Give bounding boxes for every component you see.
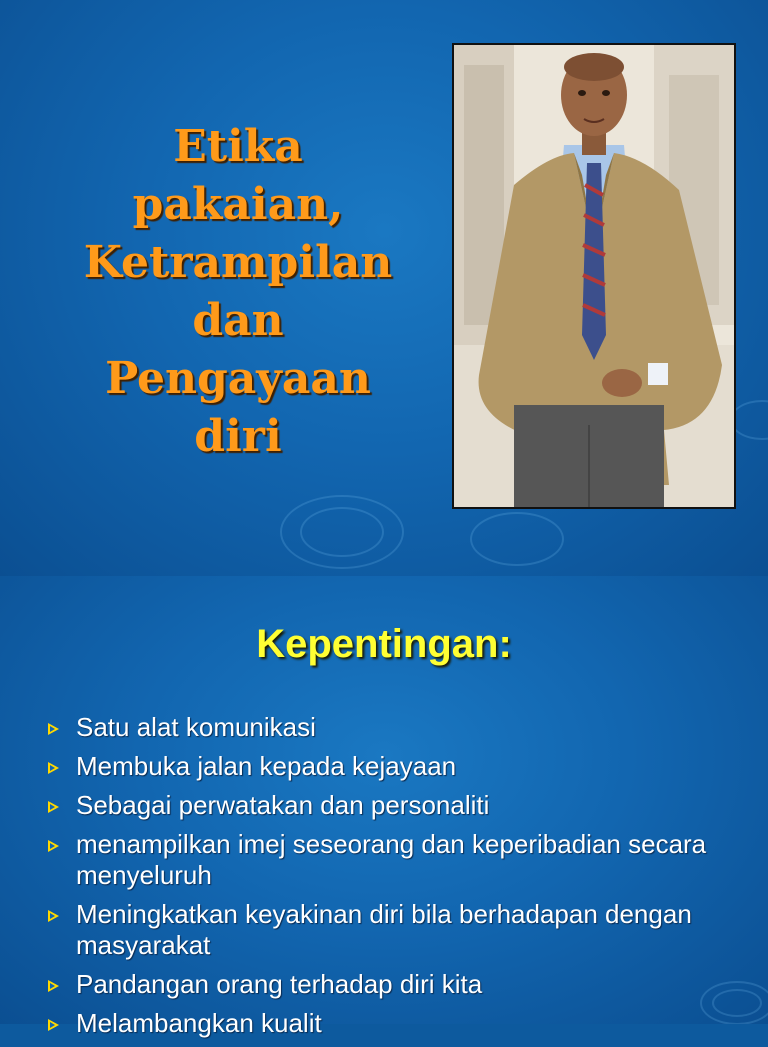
list-item	[44, 790, 744, 821]
list-item-text: Membuka jalan kepada kejayaan	[76, 751, 457, 781]
list-item	[44, 829, 744, 891]
arrow-bullet-icon	[48, 1019, 59, 1031]
arrow-bullet-icon	[48, 762, 59, 774]
title-line: diri	[194, 411, 282, 462]
list-item-text: Meningkatkan keyakinan diri bila berhadapan dengan masyarakat	[76, 899, 692, 960]
section-heading: Kepentingan:	[256, 622, 512, 666]
list-item	[44, 751, 744, 782]
man-in-suit-photo	[452, 43, 736, 509]
arrow-bullet-icon	[48, 980, 59, 992]
arrow-bullet-icon	[48, 723, 59, 735]
list-item-text: Melambangkan kualit	[76, 1008, 322, 1038]
photo-illustration	[454, 45, 734, 507]
arrow-bullet-icon	[48, 910, 59, 922]
list-item	[44, 969, 744, 1000]
list-item	[44, 899, 744, 961]
slide-title	[40, 118, 436, 466]
list-item-text: menampilkan imej seseorang dan keperibadian secara menyeluruh	[76, 829, 707, 890]
list-item-text: Pandangan orang terhadap diri kita	[76, 969, 483, 999]
ripple-decoration	[470, 512, 564, 566]
title-line: Pengayaan	[105, 353, 371, 404]
arrow-bullet-icon	[48, 840, 59, 852]
list-item-text: Sebagai perwatakan dan personaliti	[76, 790, 490, 820]
list-item	[44, 712, 744, 743]
ripple-decoration	[300, 507, 384, 557]
arrow-bullet-icon	[48, 801, 59, 813]
bullet-list	[44, 712, 744, 1047]
title-line: Ketrampilan	[83, 237, 393, 288]
list-item-text: Satu alat komunikasi	[76, 712, 316, 742]
title-line: Etika	[173, 121, 303, 172]
title-line: pakaian,	[132, 179, 344, 230]
title-line: dan	[192, 295, 284, 346]
